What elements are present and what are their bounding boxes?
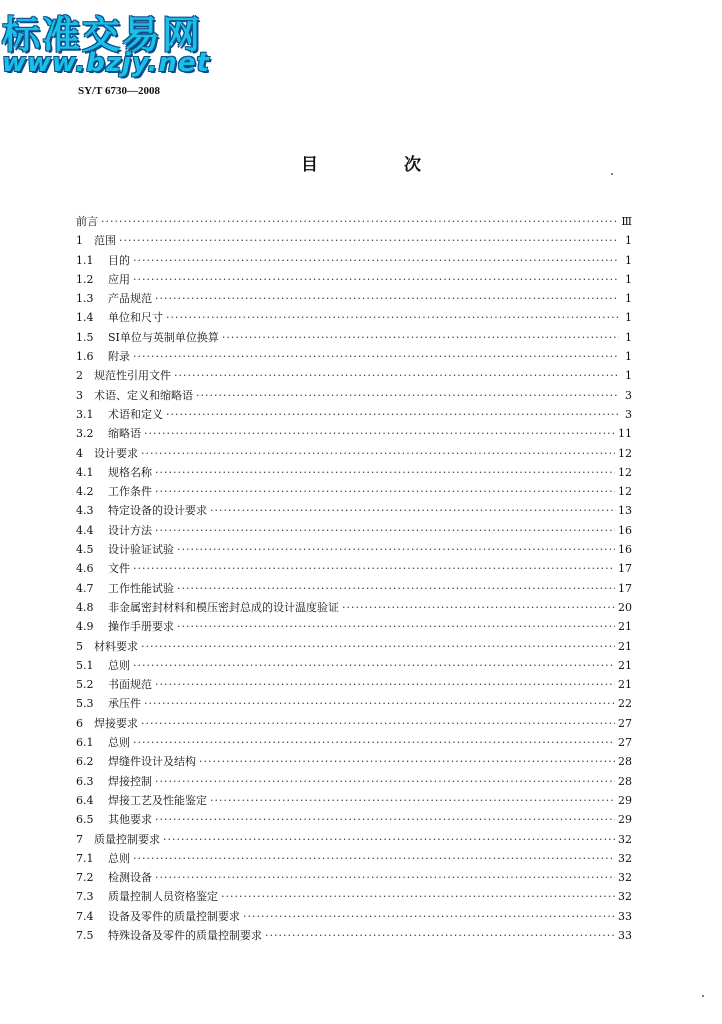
scan-speck (611, 173, 613, 175)
toc-entry-title: 目的 (108, 253, 130, 267)
toc-leader-dots (144, 424, 615, 443)
toc-entry-title: 焊接控制 (108, 774, 152, 788)
toc-entry (76, 444, 632, 463)
toc-entry-number: 7.2 (76, 871, 94, 885)
toc-entry-page: 28 (618, 774, 632, 788)
toc-entry-title: 总则 (108, 736, 130, 750)
toc-list (76, 212, 632, 945)
toc-entry-number: 4.4 (76, 523, 94, 537)
toc-entry-title: 检测设备 (108, 871, 152, 885)
toc-entry-page: 32 (618, 871, 632, 885)
toc-leader-dots (177, 579, 615, 598)
toc-entry (76, 791, 632, 810)
toc-entry (76, 849, 632, 868)
toc-entry-title: 文件 (108, 562, 130, 576)
toc-entry-page: 32 (618, 890, 632, 904)
toc-entry-title: 特殊设备及零件的质量控制要求 (108, 928, 262, 942)
toc-entry-title: 总则 (108, 658, 130, 672)
toc-entry-title: 质量控制人员资格鉴定 (108, 890, 218, 904)
toc-entry-number: 4.2 (76, 485, 94, 499)
toc-entry-number: 1.2 (76, 272, 94, 286)
toc-leader-dots (133, 347, 619, 366)
toc-entry-title: 承压件 (108, 697, 141, 711)
toc-entry-page: 32 (618, 832, 632, 846)
toc-entry-number: 7.4 (76, 909, 94, 923)
toc-leader-dots (119, 231, 619, 250)
toc-entry-page: 13 (618, 504, 632, 518)
toc-entry-title: 设计要求 (94, 446, 138, 460)
toc-leader-dots (221, 887, 615, 906)
toc-entry-title: 前言 (76, 215, 98, 228)
toc-leader-dots (141, 714, 615, 733)
toc-leader-dots (196, 386, 619, 405)
toc-entry-page: 11 (618, 427, 632, 441)
toc-entry (76, 810, 632, 829)
toc-leader-dots (155, 868, 615, 887)
toc-entry-title: 规范性引用文件 (94, 369, 171, 383)
toc-entry-title: 术语和定义 (108, 407, 163, 421)
toc-entry (76, 251, 632, 270)
toc-entry (76, 347, 632, 366)
toc-entry (76, 579, 632, 598)
toc-entry (76, 328, 632, 347)
toc-entry-number: 5.2 (76, 678, 94, 692)
toc-entry-page: 33 (618, 928, 632, 942)
toc-entry-title: 质量控制要求 (94, 832, 160, 846)
toc-entry (76, 752, 632, 771)
toc-entry-page: 12 (618, 465, 632, 479)
toc-entry-page: 1 (625, 272, 632, 286)
toc-entry-number: 2 (76, 369, 83, 383)
toc-leader-dots (177, 540, 615, 559)
toc-entry-number: 4 (76, 446, 83, 460)
toc-entry-number: 1.1 (76, 253, 94, 267)
toc-entry-title: 附录 (108, 350, 130, 364)
toc-entry-title: 范围 (94, 234, 116, 248)
toc-entry-page: 1 (625, 311, 632, 325)
toc-entry-page: 27 (618, 716, 632, 730)
toc-entry-title: 单位和尺寸 (108, 311, 163, 325)
toc-leader-dots (133, 733, 615, 752)
toc-entry-page: 28 (618, 755, 632, 769)
toc-leader-dots (155, 521, 615, 540)
toc-entry-page: Ⅲ (621, 215, 632, 228)
toc-entry (76, 733, 632, 752)
toc-entry (76, 694, 632, 713)
toc-entry-title: 规格名称 (108, 465, 152, 479)
toc-leader-dots (155, 810, 615, 829)
toc-entry (76, 386, 632, 405)
toc-entry-page: 1 (625, 369, 632, 383)
toc-entry-title: 工作条件 (108, 485, 152, 499)
toc-entry (76, 540, 632, 559)
toc-entry-number: 6.2 (76, 755, 94, 769)
toc-entry-page: 29 (618, 793, 632, 807)
watermark-url: www.bzjy.net (2, 48, 210, 78)
toc-entry-page: 27 (618, 736, 632, 750)
toc-leader-dots (101, 212, 618, 231)
toc-leader-dots (177, 617, 615, 636)
toc-entry (76, 424, 632, 443)
toc-leader-dots (141, 444, 615, 463)
toc-entry-title: 应用 (108, 272, 130, 286)
toc-entry-number: 3 (76, 388, 83, 402)
toc-entry-page: 1 (625, 234, 632, 248)
toc-entry (76, 521, 632, 540)
toc-entry-page: 21 (618, 639, 632, 653)
toc-entry-page: 21 (618, 678, 632, 692)
toc-entry (76, 212, 632, 231)
toc-entry-title: 工作性能试验 (108, 581, 174, 595)
toc-entry-number: 4.5 (76, 543, 94, 557)
toc-entry (76, 868, 632, 887)
toc-entry-number: 4.6 (76, 562, 94, 576)
toc-entry-page: 32 (618, 851, 632, 865)
toc-entry-number: 4.3 (76, 504, 94, 518)
toc-entry (76, 675, 632, 694)
toc-entry-page: 21 (618, 620, 632, 634)
toc-entry-number: 6.4 (76, 793, 94, 807)
toc-entry-title: 术语、定义和缩略语 (94, 388, 193, 402)
toc-entry (76, 772, 632, 791)
toc-entry-page: 1 (625, 350, 632, 364)
toc-entry-page: 29 (618, 813, 632, 827)
toc-entry-number: 5.1 (76, 658, 94, 672)
toc-leader-dots (163, 830, 615, 849)
toc-entry (76, 270, 632, 289)
toc-entry-title: 非金属密封材料和模压密封总成的设计温度验证 (108, 600, 339, 614)
toc-entry (76, 830, 632, 849)
toc-leader-dots (210, 501, 615, 520)
toc-entry-number: 5.3 (76, 697, 94, 711)
toc-entry-title: 特定设备的设计要求 (108, 504, 207, 518)
toc-entry-title: 设计方法 (108, 523, 152, 537)
toc-title: 目 次 (301, 155, 461, 175)
toc-leader-dots (133, 656, 615, 675)
toc-entry-number: 6.1 (76, 736, 94, 750)
toc-entry-number: 7.1 (76, 851, 94, 865)
toc-entry-number: 1.4 (76, 311, 94, 325)
standard-code: SY/T 6730—2008 (78, 85, 161, 97)
toc-leader-dots (174, 366, 619, 385)
toc-entry-number: 4.8 (76, 600, 94, 614)
toc-leader-dots (166, 308, 619, 327)
toc-entry-title: 焊缝件设计及结构 (108, 755, 196, 769)
toc-leader-dots (166, 405, 619, 424)
scan-speck (702, 995, 704, 997)
toc-entry-number: 7.5 (76, 928, 94, 942)
toc-entry-number: 4.9 (76, 620, 94, 634)
toc-leader-dots (222, 328, 619, 347)
toc-leader-dots (342, 598, 615, 617)
toc-entry (76, 366, 632, 385)
toc-entry (76, 231, 632, 250)
toc-entry-title: 操作手册要求 (108, 620, 174, 634)
toc-entry-title: 焊接工艺及性能鉴定 (108, 793, 207, 807)
toc-entry-page: 12 (618, 446, 632, 460)
toc-entry-number: 1.3 (76, 292, 94, 306)
toc-entry-page: 21 (618, 658, 632, 672)
toc-entry-number: 6 (76, 716, 83, 730)
toc-entry-page: 1 (625, 330, 632, 344)
toc-entry-title: 焊接要求 (94, 716, 138, 730)
toc-entry-page: 3 (625, 407, 632, 421)
toc-entry-number: 3.1 (76, 407, 94, 421)
toc-leader-dots (210, 791, 615, 810)
toc-entry-page: 17 (618, 581, 632, 595)
toc-entry (76, 714, 632, 733)
toc-leader-dots (243, 907, 615, 926)
toc-entry-page: 12 (618, 485, 632, 499)
toc-leader-dots (155, 772, 615, 791)
toc-entry-title: 其他要求 (108, 813, 152, 827)
toc-leader-dots (155, 289, 619, 308)
toc-leader-dots (199, 752, 615, 771)
toc-leader-dots (141, 637, 615, 656)
toc-leader-dots (155, 463, 615, 482)
toc-entry-title: 设备及零件的质量控制要求 (108, 909, 240, 923)
toc-entry (76, 289, 632, 308)
toc-entry-title: 书面规范 (108, 678, 152, 692)
toc-entry-title: 缩略语 (108, 427, 141, 441)
toc-entry-page: 17 (618, 562, 632, 576)
toc-entry-page: 1 (625, 253, 632, 267)
toc-entry-number: 5 (76, 639, 83, 653)
toc-entry (76, 405, 632, 424)
watermark-title: 标准交易网 (2, 13, 203, 57)
toc-entry (76, 501, 632, 520)
toc-entry-page: 22 (618, 697, 632, 711)
toc-entry (76, 637, 632, 656)
toc-entry-number: 6.5 (76, 813, 94, 827)
toc-leader-dots (133, 559, 615, 578)
toc-entry (76, 656, 632, 675)
toc-entry-number: 1.6 (76, 350, 94, 364)
toc-entry-page: 3 (625, 388, 632, 402)
toc-entry-title: 材料要求 (94, 639, 138, 653)
toc-entry-number: 7 (76, 832, 83, 846)
toc-leader-dots (144, 694, 615, 713)
toc-entry-title: 产品规范 (108, 292, 152, 306)
toc-entry (76, 926, 632, 945)
toc-entry-number: 3.2 (76, 427, 94, 441)
toc-entry-title: 设计验证试验 (108, 543, 174, 557)
toc-entry-page: 33 (618, 909, 632, 923)
toc-entry-number: 6.3 (76, 774, 94, 788)
toc-leader-dots (133, 251, 619, 270)
toc-entry-number: 7.3 (76, 890, 94, 904)
toc-entry-page: 16 (618, 543, 632, 557)
toc-leader-dots (155, 482, 615, 501)
toc-leader-dots (265, 926, 615, 945)
toc-entry-page: 20 (618, 600, 632, 614)
toc-entry-number: 1 (76, 234, 83, 248)
toc-entry (76, 617, 632, 636)
toc-entry (76, 308, 632, 327)
toc-leader-dots (133, 270, 619, 289)
toc-entry-title: 总则 (108, 851, 130, 865)
toc-entry-page: 1 (625, 292, 632, 306)
toc-leader-dots (155, 675, 615, 694)
toc-entry-number: 1.5 (76, 330, 94, 344)
toc-entry (76, 887, 632, 906)
toc-entry (76, 559, 632, 578)
toc-entry (76, 482, 632, 501)
toc-leader-dots (133, 849, 615, 868)
toc-entry-number: 4.1 (76, 465, 94, 479)
toc-entry-page: 16 (618, 523, 632, 537)
toc-entry (76, 598, 632, 617)
toc-entry-number: 4.7 (76, 581, 94, 595)
toc-entry (76, 463, 632, 482)
toc-entry (76, 907, 632, 926)
toc-entry-title: SI单位与英制单位换算 (108, 330, 219, 344)
